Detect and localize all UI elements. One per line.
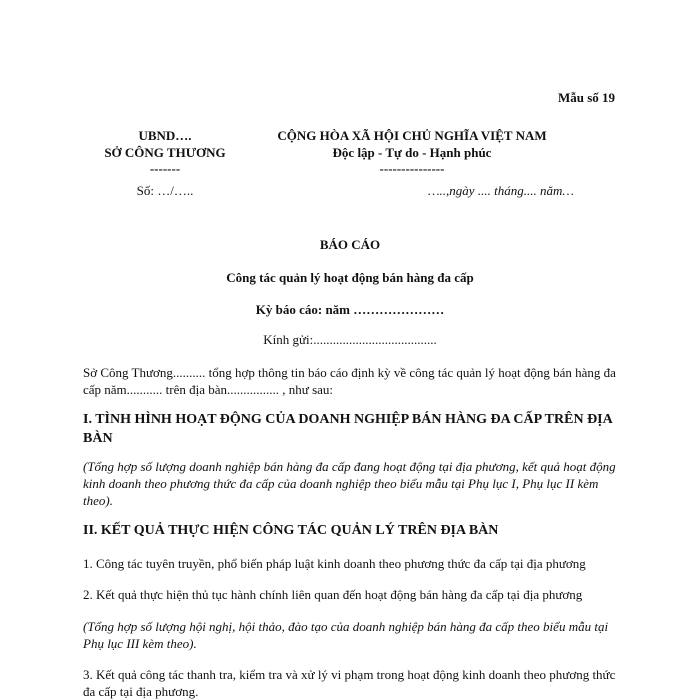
intro-paragraph: Sở Công Thương.......... tổng hợp thông tin báo cáo định kỳ về công tác quản lý hoạt động bán hàng đa cấp năm........... trên địa bàn................ , như sau: [83,365,616,397]
section-2-heading: II. KẾT QUẢ THỰC HIỆN CÔNG TÁC QUẢN LÝ TRÊN ĐỊA BÀN [83,523,499,538]
issuing-authority: UBND…. [138,128,192,143]
section-2-item-3: 3. Kết quả công tác thanh tra, kiểm tra và xử lý vi phạm trong hoạt động kinh doanh theo phương thức đa cấp tại địa phương. [83,667,616,699]
national-motto: Độc lập - Tự do - Hạnh phúc [332,145,492,160]
section-2-item-2-note: (Tổng hợp số lượng hội nghị, hội thảo, đào tạo của doanh nghiệp bán hàng đa cấp theo biểu mẫu tại Phụ lục III kèm theo). [83,619,609,651]
report-period: Kỳ báo cáo: năm ………………… [255,302,445,317]
issuing-department: SỞ CÔNG THƯƠNG [104,145,226,160]
right-header-rule: --------------- [379,161,445,176]
document-reference-number: Số: …/….. [136,183,194,198]
recipient-line: Kính gửi:...................................... [263,332,437,347]
national-title: CỘNG HÒA XÃ HỘI CHỦ NGHĨA VIỆT NAM [277,128,547,143]
left-header-rule: ------- [149,161,181,176]
section-1-note: (Tổng hợp số lượng doanh nghiệp bán hàng đa cấp đang hoạt động tại địa phương, kết quả hoạt động kinh doanh theo phương thức đa cấp của doanh nghiệp theo biểu mẫu tại Phụ lục I, Phụ lục II kèm theo). [83,459,616,508]
document-title: BÁO CÁO [319,237,381,252]
section-2-item-2: 2. Kết quả thực hiện thủ tục hành chính liên quan đến hoạt động bán hàng đa cấp tại địa phương [83,587,583,602]
document-date: …..,ngày .... tháng.... năm… [428,183,574,198]
form-number: Mẫu số 19 [558,90,616,105]
section-2-item-1: 1. Công tác tuyên truyền, phổ biến pháp luật kinh doanh theo phương thức đa cấp tại địa phương [83,556,586,571]
document-subtitle: Công tác quản lý hoạt động bán hàng đa cấp [226,270,474,285]
section-1-heading: I. TÌNH HÌNH HOẠT ĐỘNG CỦA DOANH NGHIỆP BÁN HÀNG ĐA CẤP TRÊN ĐỊA BÀN [83,412,612,446]
